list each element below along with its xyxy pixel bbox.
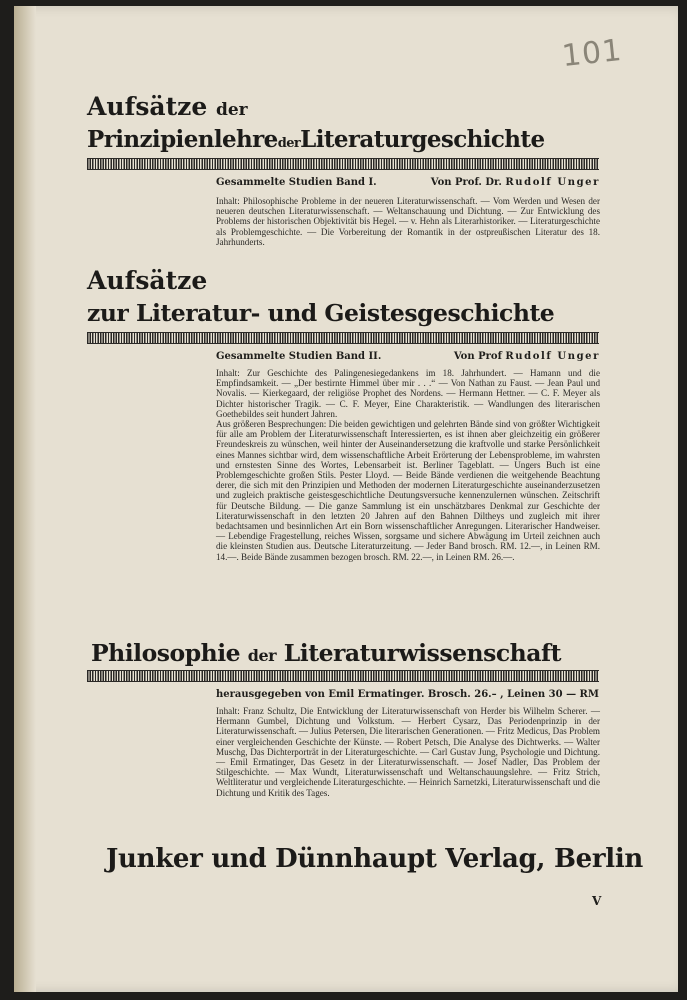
section2-author-name: Rudolf Unger xyxy=(505,351,600,362)
section2-title-line2: zur Literatur- und Geistesgeschichte xyxy=(87,299,555,327)
section2-subtitle-left: Gesammelte Studien Band II. xyxy=(216,351,382,362)
section3-title-b: Literaturwissenschaft xyxy=(283,639,561,667)
section1-title-line1 xyxy=(87,94,248,119)
section1-contents-text: Inhalt: Philosophische Probleme in der neueren Literaturwissenschaft. — Vom Werden und Wesen der neueren deutschen Literaturwissenschaft. — Weltanschauung und Dichtung. — Zur Entwicklung des Problems der historischen Objektivität bis Hegel. — v. Hehn als Literarhistoriker. — Literaturgeschichte als Problemgeschichte. — Die Vorbereitung der Romantik in der ostpreußischen Literatur des 18. Jahrhunderts. xyxy=(216,196,600,247)
section2-reviews-text: Aus größeren Besprechungen: Die beiden gewichtigen und gelehrten Bände sind von größter Wichtigkeit für alle am Problem der Literaturwissenschaft Interessierten, es ist ihnen aber gleichzeitig ein größerer Freundeskreis zu wünschen, weil hinter der Auseinandersetzung die kraftvolle und starke Persönlichkeit eines Mannes sichtbar wird, dem wissenschaftliche Arbeit Erörterung der Lebensprobleme, im wahrsten und ernstesten Sinne des Wortes, Lebensarbeit ist. Berliner Tageblatt. — Ungers Buch ist eine Problemgeschichte großen Stils. Pester Lloyd. — Beide Bände verdienen die weitgehende Beachtung derer, die sich mit den Prinzipien und Methoden der modernen Literaturgeschichte auseinanderzusetzen und zugleich praktische geistesgeschichtliche Deutungsversuche kennenzulernen wünschen. Zeitschrift für Deutsche Bildung. — Die ganze Sammlung ist ein unschätzbares Denkmal zur Geschichte der Literaturwissenschaft in den letzten 20 Jahren auf den Bahnen Diltheys und zugleich mit ihrer bedachtsamen und besinnlichen Art ein Born wissenschaftlicher Anregungen. Literarischer Handweiser. — Lebendige Fragestellung, reiches Wissen, sorgsame und sichere Abwägung im Urteil zeichnen auch die kleinsten Studien aus. Deutsche Literaturzeitung. — Jeder Band brosch. RM. 12.—, in Leinen RM. 14.—. Beide Bände zusammen bezogen brosch. RM. 22.—, in Leinen RM. 26.—. xyxy=(216,419,600,562)
section1-author-name: Rudolf Unger xyxy=(505,177,600,188)
publisher-imprint: Junker und Dünnhaupt Verlag, Berlin xyxy=(106,844,644,874)
section1-rule xyxy=(87,158,599,170)
section1-contents xyxy=(216,196,600,247)
page-folio: V xyxy=(592,894,602,908)
section2-subtitle xyxy=(216,351,600,362)
section2-author-prefix: Von Prof xyxy=(453,351,502,362)
section1-subtitle xyxy=(216,177,600,188)
section3-title-a: Philosophie xyxy=(91,639,241,667)
section1-title-main: Aufsätze xyxy=(87,92,208,121)
section3-contents-text: Inhalt: Franz Schultz, Die Entwicklung der Literaturwissenschaft von Herder bis Wilhelm Scherer. — Hermann Gumbel, Dichtung und Volkstum. — Herbert Cysarz, Das Periodenprinzip in der Literaturwissenschaft. — Julius Petersen, Die literarischen Generationen. — Fritz Medicus, Das Problem einer vergleichenden Geschichte der Künste. — Robert Petsch, Die Analyse des Dichtwerks. — Walter Muschg, Das Dichterporträt in der Literaturgeschichte. — Carl Gustav Jung, Psychologie und Dichtung. — Emil Ermatinger, Das Gesetz in der Literaturwissenschaft. — Josef Nadler, Das Problem der Stilgeschichte. — Max Wundt, Literaturwissenschaft und Weltanschauungslehre. — Fritz Strich, Weltliteratur und vergleichende Literaturgeschichte. — Heinrich Sarnetzki, Literaturwissenschaft und die Dichtung und Kritik des Tages. xyxy=(216,706,600,798)
section1-title-a: Prinzipienlehre xyxy=(87,126,278,153)
section3-subtitle xyxy=(216,689,600,700)
section2-title-line1: Aufsätze xyxy=(87,266,208,295)
section2-rule xyxy=(87,332,599,344)
section3-rule xyxy=(87,670,599,682)
section1-subtitle-right xyxy=(431,177,600,188)
section1-title-small2: der xyxy=(277,136,301,151)
section1-title-small: der xyxy=(215,100,248,120)
section1-subtitle-left: Gesammelte Studien Band I. xyxy=(216,177,377,188)
section1-author-prefix: Von Prof. Dr. xyxy=(430,177,502,188)
section3-contents xyxy=(216,706,600,798)
handwritten-page-number: 101 xyxy=(560,32,624,75)
section3-title xyxy=(91,639,561,667)
section2-contents-text: Inhalt: Zur Geschichte des Palingenesiegedankens im 18. Jahrhundert. — Hamann und die Empfindsamkeit. — „Der bestirnte Himmel über mir . . .“ — Von Nathan zu Faust. — Jean Paul und Novalis. — Kierkegaard, der religiöse Prophet des Nordens. — Hermann Hettner. — C. F. Meyer als Dichter historischer Tragik. — C. F. Meyer, Eine Charakteristik. — Wandlungen des literarischen Goethebildes seit hundert Jahren. xyxy=(216,368,600,419)
book-spine-shadow xyxy=(14,6,36,992)
section3-subtitle-text: herausgegeben von Emil Ermatinger. Brosch. 26.– , Leinen 30 — RM xyxy=(216,689,599,700)
section2-body xyxy=(216,368,600,562)
section2-subtitle-right xyxy=(454,351,600,362)
section1-title-line2 xyxy=(87,128,545,151)
book-page xyxy=(14,6,678,992)
section1-title-b: Literaturgeschichte xyxy=(300,126,545,153)
section3-title-small: der xyxy=(247,646,277,665)
